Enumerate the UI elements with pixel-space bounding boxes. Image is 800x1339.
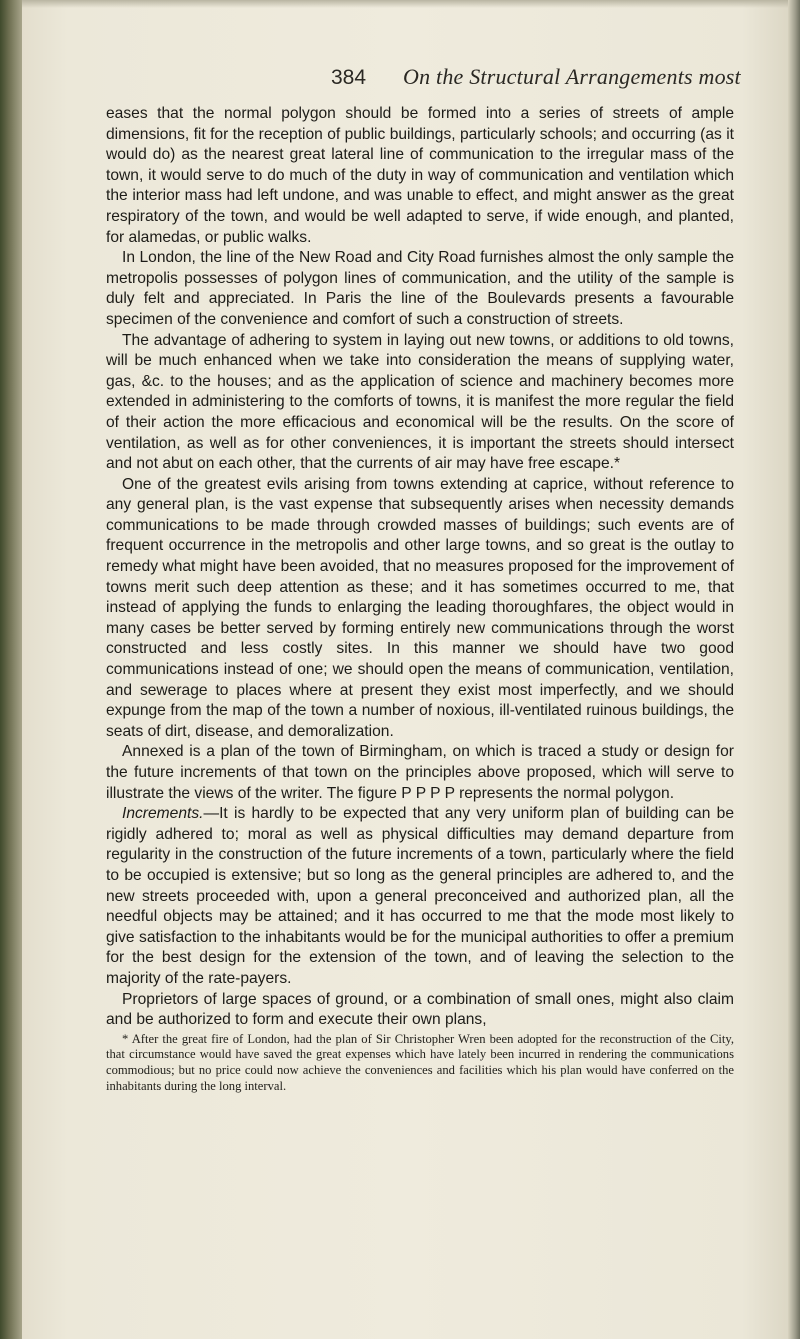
paragraph: One of the greatest evils arising from towns extending at caprice, without reference to any general plan, is the vast expense that subsequently arises when necessity demands communications to be made through crowded masses of buildings; such events are of frequent occurrence in the metropolis and other large towns, and so great is the outlay to remedy what might have been avoided, that no measures proposed for the improvement of towns merit such deep attention as these; and it has sometimes occurred to me, that instead of applying the funds to enlarging the leading thoroughfares, the object would in many cases be better served by forming entirely new communications through the worst constructed and less costly sites. In this manner we should have two good communications instead of one; we should open the means of communication, ventilation, and sewerage to places where at present they exist most imperfectly, and we should expunge from the map of the town a number of noxious, ill-ventilated ruinous buildings, the seats of dirt, disease, and demoralization. bbox=[106, 475, 734, 740]
increments-text: —It is hardly to be expected that any very uniform plan of building can be rigidly adhered to; moral as well as physical difficulties may demand departure from regularity in the construction of the future increments of a town, particularly where the field to be occupied is extensive; but so long as the general principles are adhered to, and the new streets proceeded with, upon a general preconceived and authorized plan, all the needful objects may be attained; and it has occurred to me that the mode most likely to give satisfaction to the inhabitants would be for the municipal authorities to offer a premium for the best design for the extension of the town, and of leaving the selection to the majority of the rate-payers. bbox=[106, 805, 734, 987]
paragraph: eases that the normal polygon should be formed into a series of streets of ample dimensions, fit for the reception of public buildings, particularly schools; and occurring (as it would do) as the nearest great lateral line of communication to the irregular mass of the town, it would serve to do much of the duty in way of communication and ventilation which the interior mass had left undone, and was unable to effect, and might answer as the great respiratory of the town, and would be well adapted to serve, if wide enough, and planted, for alamedas, or public walks. bbox=[106, 105, 734, 246]
increments-label: Increments. bbox=[122, 805, 204, 823]
paragraph: Annexed is a plan of the town of Birmingham, on which is traced a study or design for the future increments of that town on the principles above proposed, which will serve to illustrate the views of the writer. The figure P P P P represents the normal polygon. bbox=[106, 743, 734, 802]
paragraph: In London, the line of the New Road and City Road furnishes almost the only sample the metropolis possesses of polygon lines of communication, and the utility of the sample is duly felt and appreciated. In Paris the line of the Boulevards presents a favourable specimen of the convenience and comfort of such a construction of streets. bbox=[106, 249, 734, 328]
book-gutter-shadow bbox=[0, 0, 22, 1339]
page-right-edge bbox=[788, 0, 800, 1339]
footnote: * After the great fire of London, had the plan of Sir Christopher Wren been adopted for the reconstruction of the City, that circumstance would have saved the great expenses which have lately been incurred in rendering the communications commodious; but no price could now achieve the conveniences and facilities which his plan would have conferred on the inhabitants during the long interval. bbox=[106, 1031, 734, 1093]
body-text bbox=[106, 104, 734, 1094]
page-number: 384 bbox=[331, 66, 367, 89]
increments-paragraph bbox=[106, 804, 734, 989]
running-title: On the Structural Arrangements most bbox=[403, 64, 741, 89]
page-top-edge bbox=[22, 0, 788, 8]
paragraph: The advantage of adhering to system in laying out new towns, or additions to old towns, will be much enhanced when we take into consideration the means of supplying water, gas, &c. to the houses; and as the application of science and machinery becomes more extended in administering to the comforts of towns, it is manifest the more regular the field of their action the more efficacious and economical will be the results. On the score of ventilation, as well as for other conveniences, it is important the streets should intersect and not abut on each other, that the currents of air may have free escape.* bbox=[106, 331, 734, 473]
paragraph: Proprietors of large spaces of ground, or a combination of small ones, might also claim and be authorized to form and execute their own plans, bbox=[106, 990, 734, 1029]
page-header bbox=[331, 64, 741, 94]
